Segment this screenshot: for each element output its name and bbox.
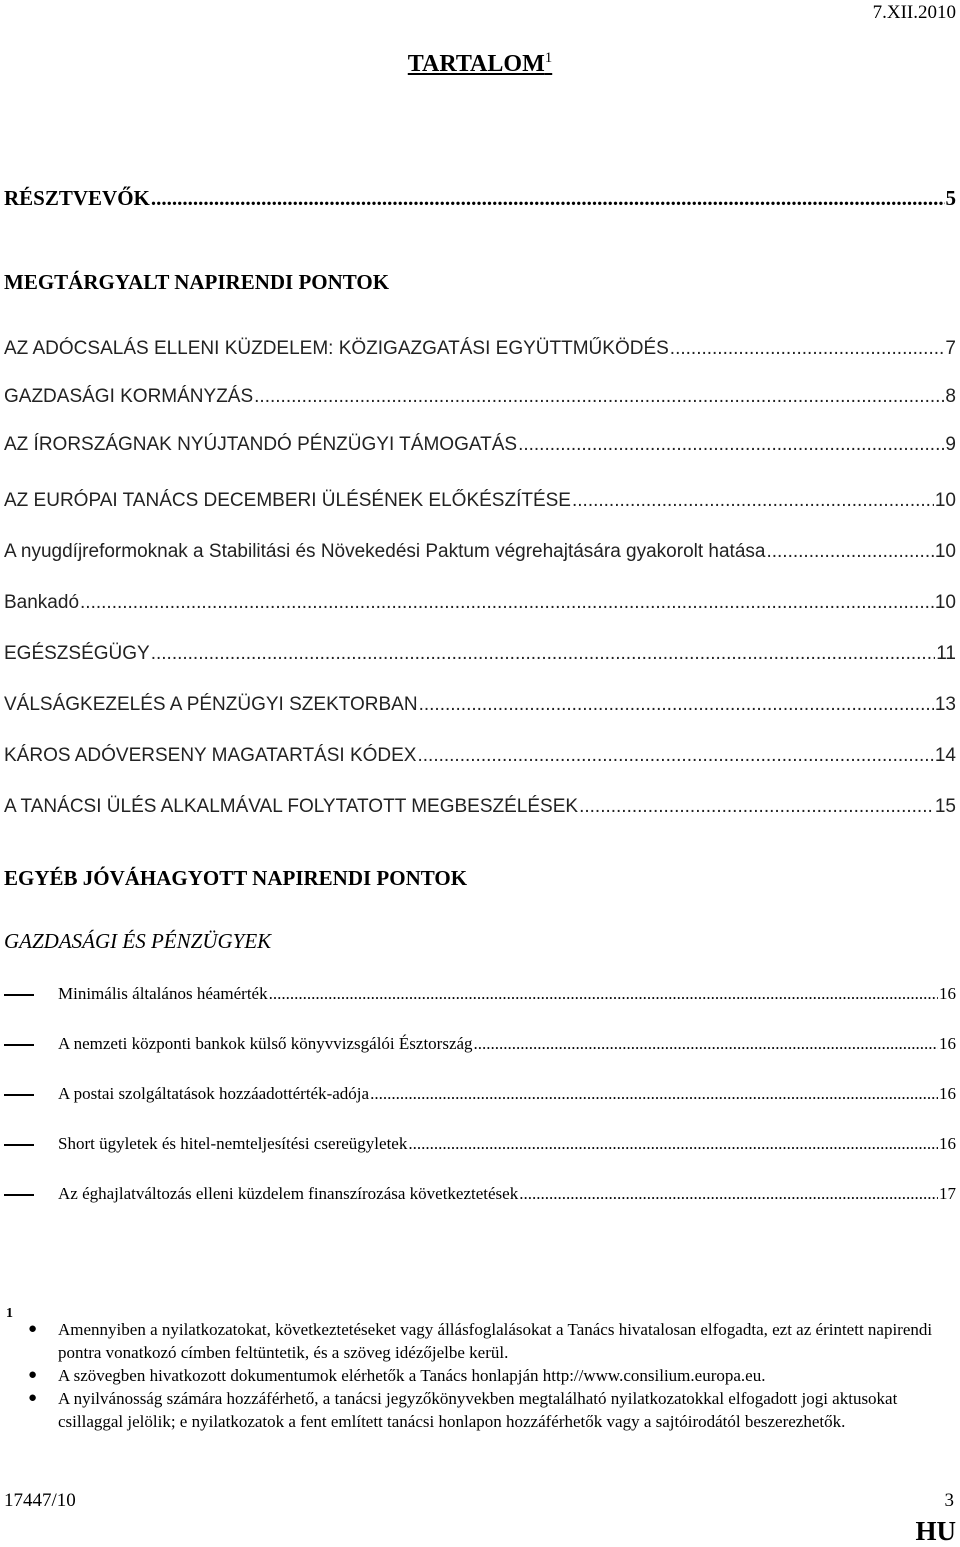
toc-entry-page: 9 bbox=[945, 434, 956, 455]
title-text: TARTALOM bbox=[407, 51, 545, 77]
footnote-text: A szövegben hivatkozott dokumentumok elérhetők a Tanács honlapján http://www.consilium.europa.eu. bbox=[58, 1366, 766, 1385]
toc-leader-dots bbox=[80, 592, 934, 614]
footnote-text: Amennyiben a nyilatkozatokat, következtetéseket vagy állásfoglalásokat a Tanács hivatalosan elfogadta, ezt az érintett napirendi pontra vonatkozó címben feltüntetik, és a szöveg idézőjelbe kerül. bbox=[58, 1320, 933, 1362]
toc-entry-label: A nyugdíjreformoknak a Stabilitási és Növekedési Paktum végrehajtására gyakorolt hatása bbox=[4, 541, 766, 562]
toc-entry-page: 16 bbox=[939, 1084, 956, 1103]
toc-entry[interactable] bbox=[4, 796, 956, 818]
toc-entry[interactable] bbox=[4, 694, 956, 716]
toc-entry[interactable] bbox=[4, 338, 956, 360]
toc-entry-participants[interactable] bbox=[4, 186, 956, 211]
toc-subentry[interactable] bbox=[4, 1034, 956, 1054]
toc-entry-page: 16 bbox=[939, 1134, 956, 1153]
toc-leader-dots bbox=[417, 745, 933, 767]
toc-entry-label: AZ ÍRORSZÁGNAK NYÚJTANDÓ PÉNZÜGYI TÁMOGATÁS bbox=[4, 434, 518, 455]
toc-leader-dots bbox=[370, 1084, 938, 1104]
toc-entry-page: 15 bbox=[934, 796, 956, 817]
toc-entry[interactable] bbox=[4, 643, 956, 665]
toc-entry-label: GAZDASÁGI KORMÁNYZÁS bbox=[4, 386, 254, 407]
document-number: 17447/10 bbox=[4, 1490, 76, 1511]
toc-entry-label: AZ EURÓPAI TANÁCS DECEMBERI ÜLÉSÉNEK ELŐKÉSZÍTÉSE bbox=[4, 490, 571, 511]
footnote-bullet bbox=[28, 1387, 933, 1433]
page-number: 3 bbox=[944, 1490, 954, 1511]
dash-marker bbox=[4, 1034, 58, 1054]
toc-leader-dots bbox=[519, 1184, 938, 1204]
page-title bbox=[0, 50, 960, 78]
toc-subentry[interactable] bbox=[4, 984, 956, 1004]
toc-entry[interactable] bbox=[4, 745, 956, 767]
footnote-text: A nyilvánosság számára hozzáférhető, a tanácsi jegyzőkönyvekben megtalálható nyilatkozatokkal elfogadott jogi aktusokat csillaggal jelölik; e nyilatkozatok a fent említett tanácsi honlapon hozzáférhetők vagy a sajtóirodától beszerezhetők. bbox=[58, 1389, 898, 1431]
toc-entry-label: A postai szolgáltatások hozzáadottérték-adója bbox=[58, 1084, 370, 1103]
bullet-icon: ● bbox=[28, 1321, 38, 1337]
dash-marker bbox=[4, 1184, 58, 1204]
toc-entry-page: 7 bbox=[945, 338, 956, 359]
toc-leader-dots bbox=[269, 984, 938, 1004]
toc-entry-label: AZ ADÓCSALÁS ELLENI KÜZDELEM: KÖZIGAZGATÁSI EGYÜTTMŰKÖDÉS bbox=[4, 338, 669, 359]
toc-entry-label: Short ügyletek és hitel-nemteljesítési csereügyletek bbox=[58, 1134, 408, 1153]
toc-entry[interactable] bbox=[4, 434, 956, 456]
toc-leader-dots bbox=[474, 1034, 938, 1054]
toc-leader-dots bbox=[254, 386, 944, 408]
toc-entry-page: 8 bbox=[945, 386, 956, 407]
toc-entry-page: 16 bbox=[939, 1034, 956, 1053]
toc-entry-label: Minimális általános héamérték bbox=[58, 984, 268, 1003]
toc-entry-page: 11 bbox=[936, 643, 956, 664]
footnote-bullet bbox=[28, 1318, 933, 1364]
dash-marker bbox=[4, 984, 58, 1004]
toc-entry-page: 10 bbox=[934, 592, 956, 613]
toc-entry-page: 17 bbox=[939, 1184, 956, 1203]
toc-entry-label: EGÉSZSÉGÜGY bbox=[4, 643, 150, 664]
toc-entry-label: Bankadó bbox=[4, 592, 80, 613]
footnote-bullet bbox=[28, 1364, 933, 1387]
toc-entry[interactable] bbox=[4, 386, 956, 408]
toc-entry[interactable] bbox=[4, 592, 956, 614]
language-code: HU bbox=[915, 1516, 956, 1546]
toc-entry-page: 14 bbox=[934, 745, 956, 766]
toc-leader-dots bbox=[518, 434, 944, 456]
toc-leader-dots bbox=[151, 186, 945, 211]
toc-entry-label: A TANÁCSI ÜLÉS ALKALMÁVAL FOLYTATOTT MEGBESZÉLÉSEK bbox=[4, 796, 579, 817]
toc-leader-dots bbox=[419, 694, 934, 716]
bullet-icon: ● bbox=[28, 1367, 38, 1383]
title-footnote-ref: 1 bbox=[544, 50, 553, 66]
document-date: 7.XII.2010 bbox=[872, 2, 956, 23]
toc-subentry[interactable] bbox=[4, 1084, 956, 1104]
discussed-items-heading: MEGTÁRGYALT NAPIRENDI PONTOK bbox=[4, 270, 390, 294]
toc-entry[interactable] bbox=[4, 541, 956, 563]
toc-leader-dots bbox=[670, 338, 945, 360]
toc-leader-dots bbox=[408, 1134, 938, 1154]
section-heading: GAZDASÁGI ÉS PÉNZÜGYEK bbox=[4, 929, 272, 953]
other-items-heading: EGYÉB JÓVÁHAGYOTT NAPIRENDI PONTOK bbox=[4, 866, 468, 890]
toc-entry-label: VÁLSÁGKEZELÉS A PÉNZÜGYI SZEKTORBAN bbox=[4, 694, 418, 715]
bullet-icon: ● bbox=[28, 1390, 38, 1406]
toc-leader-dots bbox=[151, 643, 936, 665]
toc-entry-label: KÁROS ADÓVERSENY MAGATARTÁSI KÓDEX bbox=[4, 745, 417, 766]
toc-entry-page: 16 bbox=[939, 984, 956, 1003]
toc-entry-page: 13 bbox=[934, 694, 956, 715]
toc-entry[interactable] bbox=[4, 490, 956, 512]
toc-entry-label: A nemzeti központi bankok külső könyvvizsgálói Észtország bbox=[58, 1034, 473, 1053]
toc-entry-page: 5 bbox=[945, 186, 956, 210]
toc-leader-dots bbox=[579, 796, 934, 818]
toc-subentry[interactable] bbox=[4, 1184, 956, 1204]
toc-subentry[interactable] bbox=[4, 1134, 956, 1154]
dash-marker bbox=[4, 1084, 58, 1104]
toc-leader-dots bbox=[766, 541, 933, 563]
toc-leader-dots bbox=[572, 490, 934, 512]
toc-entry-page: 10 bbox=[934, 490, 956, 511]
footnote-mark: 1 bbox=[6, 1306, 13, 1321]
dash-marker bbox=[4, 1134, 58, 1154]
toc-entry-label: Az éghajlatváltozás elleni küzdelem finanszírozása következtetések bbox=[58, 1184, 519, 1203]
toc-entry-page: 10 bbox=[934, 541, 956, 562]
toc-entry-label: RÉSZTVEVŐK bbox=[4, 186, 150, 210]
